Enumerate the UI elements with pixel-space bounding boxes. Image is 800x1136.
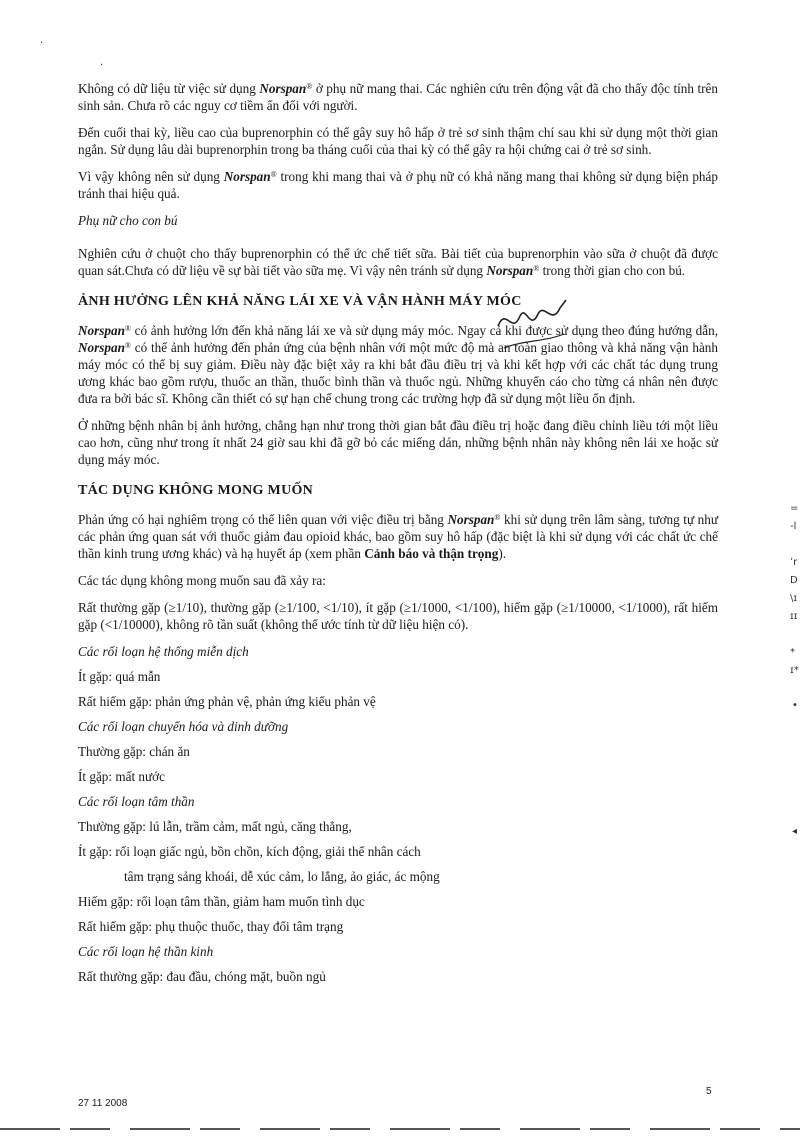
list-item: Các rối loạn hệ thống miễn dịch <box>78 644 249 659</box>
list-item: Thường gặp: lú lẫn, trầm cảm, mất ngủ, căng thẳng, <box>78 819 352 834</box>
pregnancy-paragraph-3: Vì vậy không nên sử dụng Norspan® trong khi mang thai và ở phụ nữ có khả năng mang thai không sử dụng biện pháp tránh thai hiệu quả. <box>78 169 718 201</box>
document-body <box>78 80 718 993</box>
list-item: Rất hiếm gặp: phụ thuộc thuốc, thay đổi tâm trạng <box>78 919 344 934</box>
frequency-definitions: Rất thường gặp (≥1/10), thường gặp (≥1/100, <1/10), ít gặp (≥1/1000, <1/100), hiếm gặp (≥1/10000, <1/1000), rất hiếm gặp (<1/10000), không rõ tần suất (không thể ước tính từ dữ liệu hiện có). <box>78 600 718 632</box>
list-item: Ít gặp: quá mẫn <box>78 669 161 684</box>
pregnancy-paragraph-1: Không có dữ liệu từ việc sử dụng Norspan® ở phụ nữ mang thai. Các nghiên cứu trên động vật đã cho thấy độc tính trên sinh sản. Chưa rõ các nguy cơ tiềm ẩn đối với người. <box>78 81 718 113</box>
brand-name: Norspan <box>259 81 307 96</box>
list-item: Rất hiếm gặp: phản ứng phản vệ, phản ứng kiểu phản vệ <box>78 694 376 709</box>
brand-name: Norspan <box>223 169 271 184</box>
adverse-effects-list <box>78 643 718 985</box>
list-item: Rất thường gặp: đau đầu, chóng mặt, buồn ngủ <box>78 969 326 984</box>
list-item: Hiếm gặp: rối loạn tâm thần, giảm ham muốn tình dục <box>78 894 365 909</box>
scan-speck: · <box>40 38 44 49</box>
brand-name: Norspan <box>78 323 125 338</box>
scan-edge-marks: = -l ʼr D \ɪ ɪɪ * ɪ* <box>790 503 799 676</box>
list-item: Các rối loạn hệ thần kinh <box>78 944 214 959</box>
list-item: Ít gặp: rối loạn giấc ngủ, bồn chồn, kích động, giải thể nhân cách <box>78 844 421 859</box>
scan-border-line <box>0 1128 800 1130</box>
adverse-paragraph-2: Các tác dụng không mong muốn sau đã xảy ra: <box>78 573 326 588</box>
adverse-section-heading: TÁC DỤNG KHÔNG MONG MUỐN <box>78 483 314 498</box>
adverse-paragraph-1: Phản ứng có hại nghiêm trọng có thể liên quan với việc điều trị bằng Norspan® khi sử dụng trên lâm sàng, tương tự như các phản ứng quan sát với thuốc giảm đau opioid khác, bao gồm suy hô hấp (đặc biệt là khi sử dụng với các chất ức chế thần kinh trung ương khác) và hạ huyết áp (xem phần Cảnh báo và thận trọng). <box>78 512 718 561</box>
scan-speck: · <box>100 60 104 71</box>
brand-name: Norspan <box>447 512 495 527</box>
breastfeeding-subheading: Phụ nữ cho con bú <box>78 213 178 228</box>
list-item: Các rối loạn tâm thần <box>78 794 195 809</box>
brand-name: Norspan <box>78 340 125 355</box>
breastfeeding-paragraph: Nghiên cứu ở chuột cho thấy buprenorphin có thể ức chế tiết sữa. Bài tiết của buprenorphin vào sữa ở chuột đã được quan sát.Chưa có dữ liệu về sự bài tiết vào sữa mẹ. Vì vậy nên tránh sử dụng Norspan® trong thời gian cho con bú. <box>78 246 718 278</box>
scan-speck: • <box>792 700 798 711</box>
footer-date: 27 11 2008 <box>78 1098 128 1109</box>
brand-name: Norspan <box>486 263 534 278</box>
list-item: Thường gặp: chán ăn <box>78 744 190 759</box>
driving-section-heading: ẢNH HƯỞNG LÊN KHẢ NĂNG LÁI XE VÀ VẬN HÀNH MÁY MÓC <box>78 294 522 309</box>
scan-speck: ◂ <box>792 826 798 837</box>
driving-paragraph-1: Norspan® có ảnh hưởng lớn đến khả năng lái xe và sử dụng máy móc. Ngay cả khi được sử dụng theo đúng hướng dẫn, Norspan® có thể ảnh hưởng đến phản ứng của bệnh nhân với một mức độ mà an toàn giao thông và khả năng vận hành máy móc có thể bị suy giảm. Điều này đặc biệt xảy ra khi bắt đầu điều trị và khi kết hợp với các chất tác dụng trung ương khác bao gồm rượu, thuốc an thần, thuốc bình thần và thuốc ngủ. Những khuyến cáo cho từng cá nhân nên được đưa ra bởi bác sĩ. Không cần thiết có sự hạn chế chung trong các trường hợp đã sử dụng một liều ổn định. <box>78 323 718 406</box>
list-item: tâm trạng sảng khoái, dễ xúc cảm, lo lắng, ảo giác, ác mộng <box>124 869 440 884</box>
driving-paragraph-2: Ở những bệnh nhân bị ảnh hưởng, chẳng hạn như trong thời gian bắt đầu điều trị hoặc đang điều chỉnh liều tới một liều cao hơn, cũng như trong ít nhất 24 giờ sau khi đã gỡ bỏ các miếng dán, những bệnh nhân này không nên lái xe hoặc sử dụng máy móc. <box>78 418 718 467</box>
handwritten-signature <box>494 296 574 356</box>
cross-reference: Cảnh báo và thận trọng <box>364 546 499 561</box>
list-item: Ít gặp: mất nước <box>78 769 165 784</box>
pregnancy-paragraph-2: Đến cuối thai kỳ, liều cao của buprenorphin có thể gây suy hô hấp ở trẻ sơ sinh thậm chí sau khi sử dụng một thời gian ngắn. Sử dụng lâu dài buprenorphin trong ba tháng cuối của thai kỳ có thể gây ra hội chứng cai ở trẻ sơ sinh. <box>78 125 718 157</box>
page-number: 5 <box>706 1086 712 1097</box>
list-item: Các rối loạn chuyển hóa và dinh dưỡng <box>78 719 289 734</box>
